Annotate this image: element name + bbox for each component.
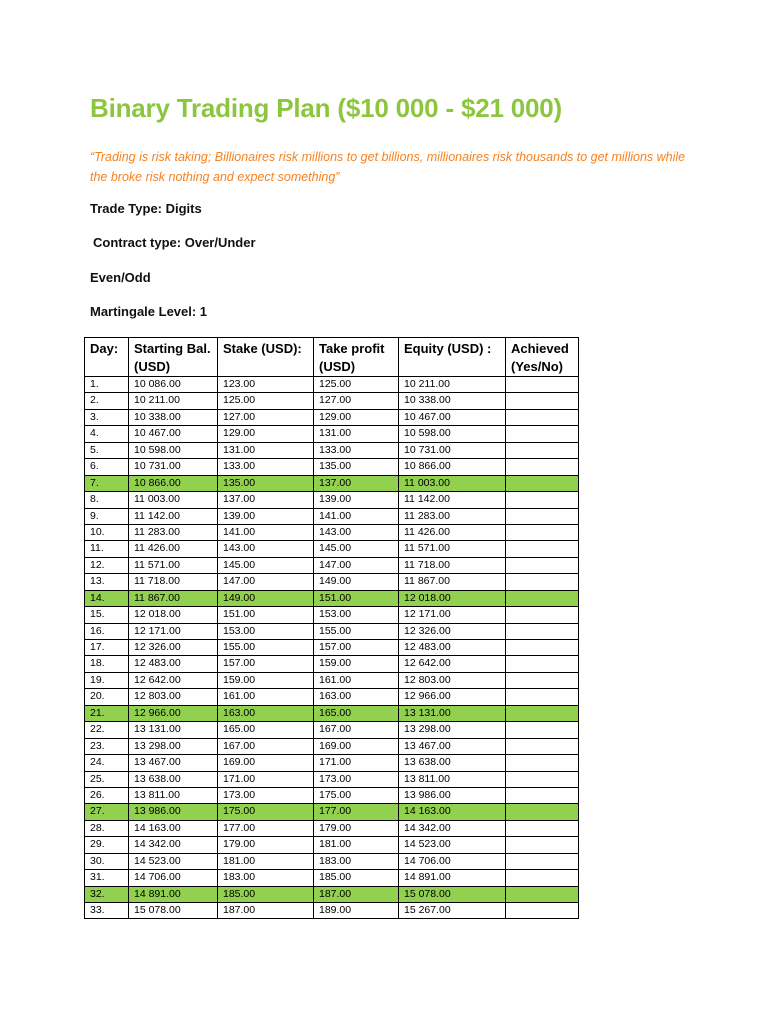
cell-achieved[interactable] [506,640,579,656]
header-starting-balance: Starting Bal. (USD) [129,338,218,377]
table-row [85,705,579,721]
cell-equity: 15 267.00 [399,903,506,919]
header-stake: Stake (USD): [218,338,314,377]
cell-achieved[interactable] [506,442,579,458]
cell-achieved[interactable] [506,738,579,754]
cell-starting-balance: 11 718.00 [129,574,218,590]
cell-day: 2. [85,393,129,409]
cell-day: 8. [85,492,129,508]
cell-starting-balance: 11 003.00 [129,492,218,508]
cell-day: 31. [85,870,129,886]
cell-take-profit: 159.00 [314,656,399,672]
cell-achieved[interactable] [506,853,579,869]
cell-achieved[interactable] [506,377,579,393]
cell-equity: 11 142.00 [399,492,506,508]
cell-take-profit: 171.00 [314,755,399,771]
cell-day: 15. [85,607,129,623]
cell-starting-balance: 11 426.00 [129,541,218,557]
table-row [85,787,579,803]
table-row [85,640,579,656]
cell-starting-balance: 10 866.00 [129,475,218,491]
cell-equity: 15 078.00 [399,886,506,902]
cell-take-profit: 173.00 [314,771,399,787]
cell-day: 10. [85,524,129,540]
cell-equity: 14 891.00 [399,870,506,886]
cell-day: 14. [85,590,129,606]
trade-type-label: Trade Type: Digits [90,201,202,216]
cell-achieved[interactable] [506,804,579,820]
cell-equity: 14 163.00 [399,804,506,820]
cell-day: 21. [85,705,129,721]
cell-achieved[interactable] [506,409,579,425]
cell-stake: 149.00 [218,590,314,606]
cell-starting-balance: 14 706.00 [129,870,218,886]
cell-equity: 12 966.00 [399,689,506,705]
cell-take-profit: 151.00 [314,590,399,606]
cell-starting-balance: 10 338.00 [129,409,218,425]
cell-day: 29. [85,837,129,853]
cell-starting-balance: 10 598.00 [129,442,218,458]
cell-equity: 12 171.00 [399,607,506,623]
cell-starting-balance: 12 642.00 [129,672,218,688]
cell-day: 30. [85,853,129,869]
cell-take-profit: 185.00 [314,870,399,886]
table-row [85,442,579,458]
cell-take-profit: 167.00 [314,722,399,738]
cell-day: 27. [85,804,129,820]
cell-stake: 161.00 [218,689,314,705]
cell-day: 20. [85,689,129,705]
cell-equity: 13 298.00 [399,722,506,738]
cell-day: 17. [85,640,129,656]
cell-starting-balance: 12 018.00 [129,607,218,623]
cell-stake: 179.00 [218,837,314,853]
cell-stake: 185.00 [218,886,314,902]
cell-starting-balance: 12 803.00 [129,689,218,705]
cell-equity: 11 283.00 [399,508,506,524]
cell-stake: 135.00 [218,475,314,491]
cell-starting-balance: 11 142.00 [129,508,218,524]
cell-equity: 12 483.00 [399,640,506,656]
cell-starting-balance: 11 571.00 [129,557,218,573]
quote-text: “Trading is risk taking; Billionaires risk millions to get billions, millionaires risk thousands to get millions while the broke risk nothing and expect something” [90,150,686,184]
table-row [85,886,579,902]
table-header-row [85,338,579,377]
cell-take-profit: 183.00 [314,853,399,869]
table-row [85,689,579,705]
table-row [85,492,579,508]
table-row [85,607,579,623]
cell-day: 11. [85,541,129,557]
contract-type-label: Contract type: Over/Under [93,235,256,250]
cell-starting-balance: 13 638.00 [129,771,218,787]
cell-stake: 157.00 [218,656,314,672]
cell-day: 28. [85,820,129,836]
cell-stake: 153.00 [218,623,314,639]
cell-starting-balance: 11 283.00 [129,524,218,540]
cell-starting-balance: 15 078.00 [129,903,218,919]
cell-achieved[interactable] [506,755,579,771]
table-row [85,804,579,820]
cell-equity: 10 731.00 [399,442,506,458]
cell-stake: 177.00 [218,820,314,836]
cell-stake: 165.00 [218,722,314,738]
cell-take-profit: 145.00 [314,541,399,557]
cell-starting-balance: 13 131.00 [129,722,218,738]
cell-stake: 169.00 [218,755,314,771]
cell-achieved[interactable] [506,557,579,573]
cell-starting-balance: 14 891.00 [129,886,218,902]
cell-equity: 10 338.00 [399,393,506,409]
cell-achieved[interactable] [506,475,579,491]
cell-take-profit: 155.00 [314,623,399,639]
document-title: Binary Trading Plan ($10 000 - $21 000) [90,93,562,123]
header-achieved: Achieved (Yes/No) [506,338,579,377]
cell-stake: 155.00 [218,640,314,656]
cell-achieved[interactable] [506,903,579,919]
cell-achieved[interactable] [506,722,579,738]
cell-starting-balance: 11 867.00 [129,590,218,606]
table-row [85,393,579,409]
cell-achieved[interactable] [506,837,579,853]
table-body [85,377,579,919]
cell-take-profit: 139.00 [314,492,399,508]
cell-stake: 143.00 [218,541,314,557]
cell-take-profit: 169.00 [314,738,399,754]
cell-day: 12. [85,557,129,573]
table-row [85,426,579,442]
cell-starting-balance: 10 086.00 [129,377,218,393]
table-row [85,722,579,738]
cell-starting-balance: 14 523.00 [129,853,218,869]
cell-starting-balance: 10 467.00 [129,426,218,442]
even-odd-label: Even/Odd [90,270,151,285]
header-take-profit: Take profit (USD) [314,338,399,377]
cell-starting-balance: 13 986.00 [129,804,218,820]
cell-stake: 183.00 [218,870,314,886]
cell-achieved[interactable] [506,771,579,787]
table-row [85,837,579,853]
cell-day: 3. [85,409,129,425]
table-row [85,557,579,573]
cell-take-profit: 187.00 [314,886,399,902]
cell-take-profit: 141.00 [314,508,399,524]
cell-day: 24. [85,755,129,771]
table-row [85,870,579,886]
table-row [85,903,579,919]
cell-stake: 133.00 [218,459,314,475]
trading-plan-table [84,337,579,919]
cell-equity: 12 803.00 [399,672,506,688]
cell-take-profit: 161.00 [314,672,399,688]
cell-day: 4. [85,426,129,442]
cell-starting-balance: 10 731.00 [129,459,218,475]
cell-achieved[interactable] [506,393,579,409]
cell-equity: 13 811.00 [399,771,506,787]
cell-stake: 129.00 [218,426,314,442]
table-row [85,475,579,491]
cell-equity: 13 638.00 [399,755,506,771]
cell-day: 5. [85,442,129,458]
cell-take-profit: 181.00 [314,837,399,853]
cell-starting-balance: 14 342.00 [129,837,218,853]
cell-achieved[interactable] [506,426,579,442]
table-row [85,524,579,540]
cell-stake: 159.00 [218,672,314,688]
cell-achieved[interactable] [506,656,579,672]
table-row [85,623,579,639]
cell-stake: 167.00 [218,738,314,754]
table-row [85,672,579,688]
cell-take-profit: 175.00 [314,787,399,803]
martingale-level-label: Martingale Level: 1 [90,304,208,319]
cell-take-profit: 133.00 [314,442,399,458]
cell-equity: 13 986.00 [399,787,506,803]
cell-day: 7. [85,475,129,491]
cell-take-profit: 131.00 [314,426,399,442]
cell-take-profit: 135.00 [314,459,399,475]
cell-take-profit: 143.00 [314,524,399,540]
table-row [85,755,579,771]
cell-take-profit: 179.00 [314,820,399,836]
cell-stake: 131.00 [218,442,314,458]
cell-achieved[interactable] [506,886,579,902]
cell-equity: 12 018.00 [399,590,506,606]
cell-starting-balance: 13 467.00 [129,755,218,771]
cell-day: 13. [85,574,129,590]
cell-take-profit: 127.00 [314,393,399,409]
cell-take-profit: 165.00 [314,705,399,721]
cell-achieved[interactable] [506,787,579,803]
cell-achieved[interactable] [506,607,579,623]
cell-stake: 127.00 [218,409,314,425]
cell-achieved[interactable] [506,705,579,721]
cell-achieved[interactable] [506,508,579,524]
table-row [85,656,579,672]
cell-equity: 12 642.00 [399,656,506,672]
cell-take-profit: 129.00 [314,409,399,425]
cell-equity: 11 867.00 [399,574,506,590]
table-row [85,853,579,869]
cell-take-profit: 177.00 [314,804,399,820]
cell-achieved[interactable] [506,623,579,639]
cell-equity: 14 706.00 [399,853,506,869]
table-row [85,541,579,557]
cell-achieved[interactable] [506,689,579,705]
table-row [85,820,579,836]
cell-take-profit: 153.00 [314,607,399,623]
cell-take-profit: 149.00 [314,574,399,590]
cell-achieved[interactable] [506,459,579,475]
cell-day: 16. [85,623,129,639]
cell-equity: 14 523.00 [399,837,506,853]
cell-stake: 175.00 [218,804,314,820]
cell-stake: 147.00 [218,574,314,590]
cell-starting-balance: 13 298.00 [129,738,218,754]
cell-equity: 12 326.00 [399,623,506,639]
cell-equity: 13 131.00 [399,705,506,721]
cell-stake: 151.00 [218,607,314,623]
table-row [85,459,579,475]
cell-stake: 137.00 [218,492,314,508]
cell-equity: 10 598.00 [399,426,506,442]
cell-day: 9. [85,508,129,524]
cell-stake: 125.00 [218,393,314,409]
cell-day: 22. [85,722,129,738]
cell-starting-balance: 12 966.00 [129,705,218,721]
cell-take-profit: 189.00 [314,903,399,919]
cell-starting-balance: 12 483.00 [129,656,218,672]
cell-day: 25. [85,771,129,787]
cell-stake: 181.00 [218,853,314,869]
cell-achieved[interactable] [506,541,579,557]
cell-starting-balance: 12 171.00 [129,623,218,639]
cell-take-profit: 147.00 [314,557,399,573]
cell-starting-balance: 14 163.00 [129,820,218,836]
cell-equity: 10 467.00 [399,409,506,425]
cell-equity: 10 866.00 [399,459,506,475]
table-row [85,590,579,606]
cell-achieved[interactable] [506,524,579,540]
cell-equity: 11 718.00 [399,557,506,573]
cell-equity: 10 211.00 [399,377,506,393]
cell-equity: 11 571.00 [399,541,506,557]
table-row [85,574,579,590]
cell-stake: 139.00 [218,508,314,524]
cell-day: 23. [85,738,129,754]
cell-starting-balance: 12 326.00 [129,640,218,656]
table-row [85,738,579,754]
header-day: Day: [85,338,129,377]
cell-take-profit: 125.00 [314,377,399,393]
cell-day: 33. [85,903,129,919]
cell-day: 18. [85,656,129,672]
cell-stake: 173.00 [218,787,314,803]
table-row [85,771,579,787]
cell-stake: 123.00 [218,377,314,393]
cell-stake: 163.00 [218,705,314,721]
cell-take-profit: 163.00 [314,689,399,705]
cell-take-profit: 137.00 [314,475,399,491]
cell-achieved[interactable] [506,590,579,606]
cell-day: 6. [85,459,129,475]
cell-equity: 11 426.00 [399,524,506,540]
cell-day: 32. [85,886,129,902]
cell-equity: 13 467.00 [399,738,506,754]
table-row [85,377,579,393]
cell-starting-balance: 10 211.00 [129,393,218,409]
cell-day: 1. [85,377,129,393]
cell-day: 19. [85,672,129,688]
table-row [85,508,579,524]
cell-day: 26. [85,787,129,803]
cell-stake: 187.00 [218,903,314,919]
cell-starting-balance: 13 811.00 [129,787,218,803]
cell-stake: 171.00 [218,771,314,787]
header-equity: Equity (USD) : [399,338,506,377]
cell-achieved[interactable] [506,492,579,508]
cell-take-profit: 157.00 [314,640,399,656]
cell-stake: 141.00 [218,524,314,540]
cell-stake: 145.00 [218,557,314,573]
cell-achieved[interactable] [506,574,579,590]
table-row [85,409,579,425]
cell-achieved[interactable] [506,672,579,688]
cell-equity: 11 003.00 [399,475,506,491]
cell-achieved[interactable] [506,820,579,836]
cell-achieved[interactable] [506,870,579,886]
cell-equity: 14 342.00 [399,820,506,836]
